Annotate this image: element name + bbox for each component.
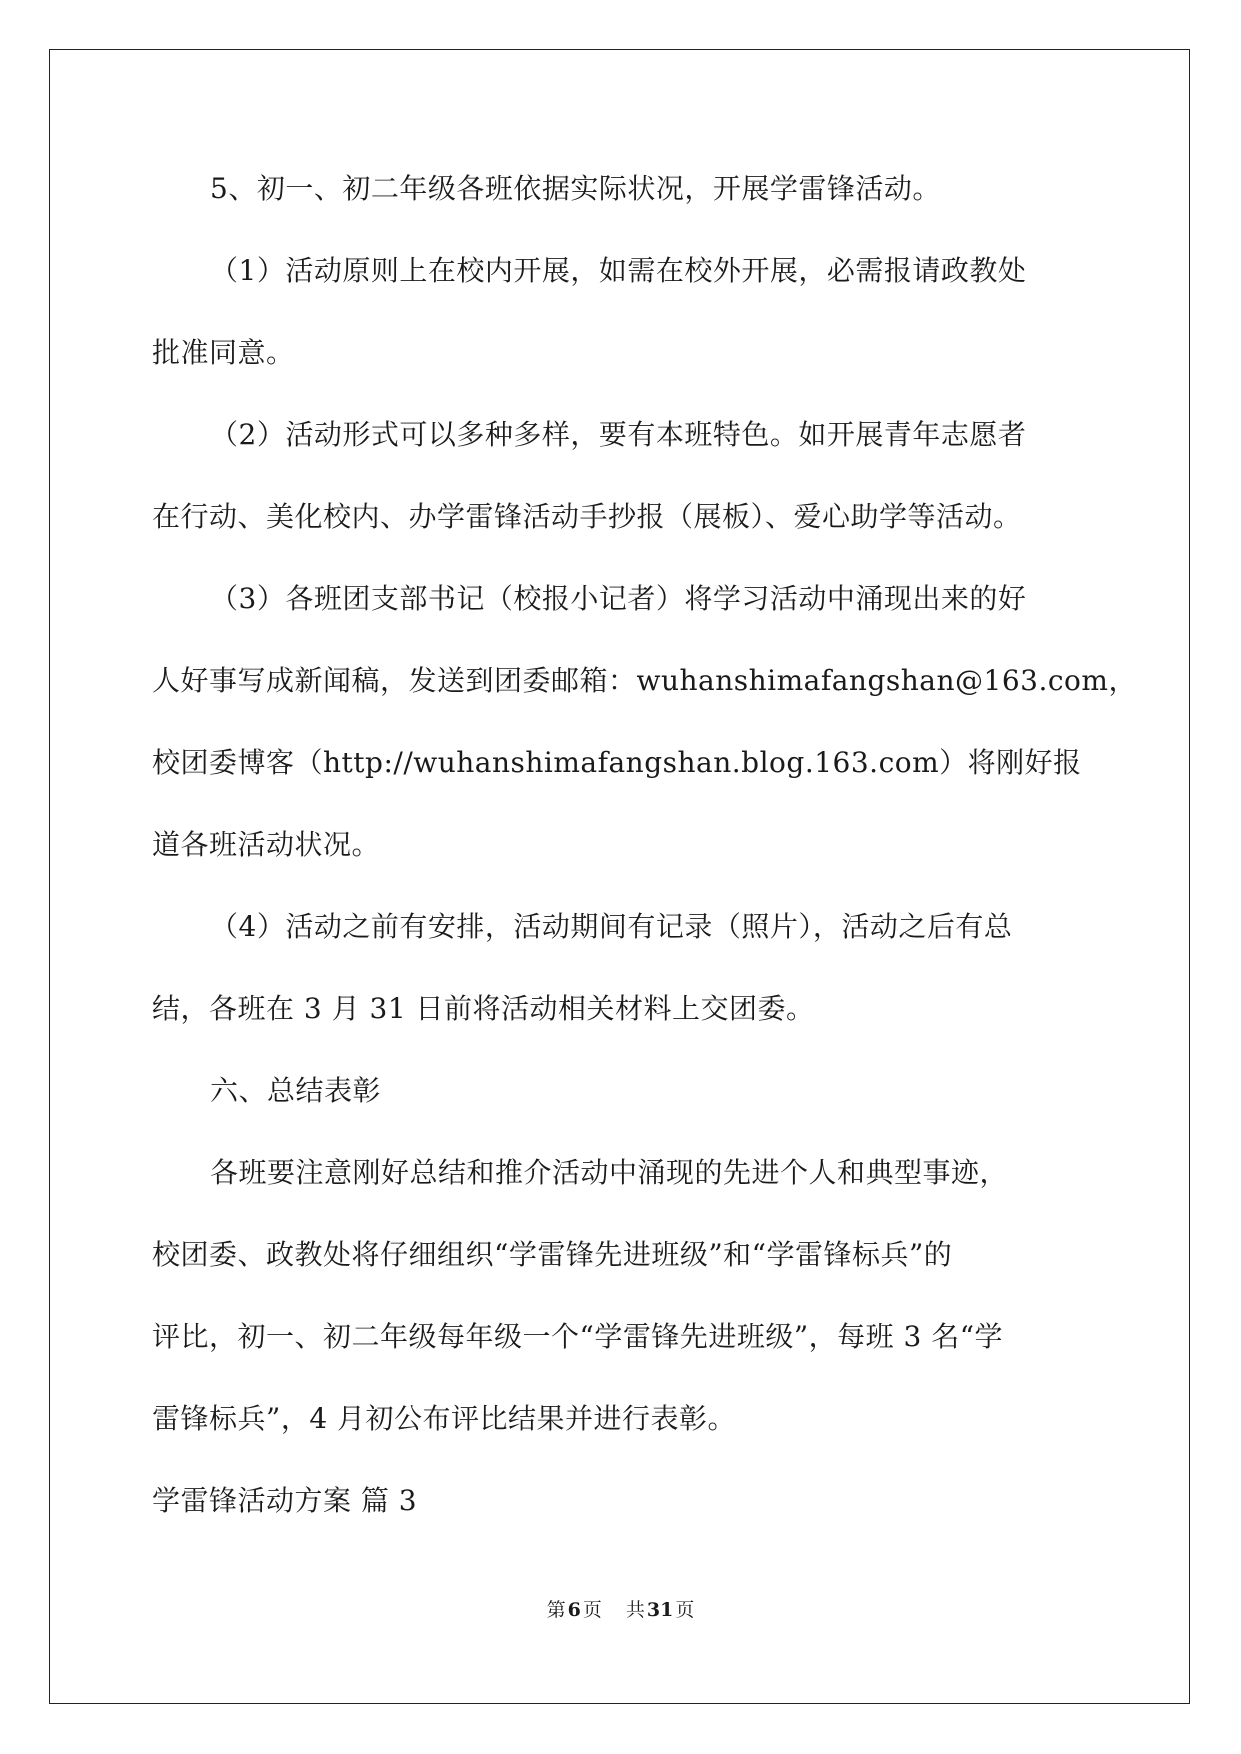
footer-page-suffix: 页 [582,1599,602,1621]
paragraph-line: 校团委博客（http://wuhanshimafangshan.blog.163.com）将刚好报 [152,746,1082,779]
paragraph-line: 各班要注意刚好总结和推介活动中涌现的先进个人和典型事迹， [210,1156,1009,1189]
paragraph-line: 在行动、美化校内、办学雷锋活动手抄报（展板）、爱心助学等活动。 [152,500,1022,533]
footer-total-prefix: 共 [625,1599,645,1621]
paragraph-line: （1）活动原则上在校内开展，如需在校外开展，必需报请政教处 [210,254,1027,287]
paragraph-line: 评比，初一、初二年级每年级一个“学雷锋先进班级”，每班 3 名“学 [152,1320,1004,1353]
paragraph-line: （2）活动形式可以多种多样，要有本班特色。如开展青年志愿者 [210,418,1027,451]
footer-page-number: 6 [567,1599,581,1621]
section-heading: 六、总结表彰 [210,1074,382,1107]
page-frame [49,49,1190,1704]
footer-total-pages: 31 [646,1599,674,1621]
article-heading: 学雷锋活动方案 篇 3 [152,1484,418,1517]
footer-prefix: 第 [546,1599,566,1621]
paragraph-line: 批准同意。 [152,336,295,369]
paragraph-line: （4）活动之前有安排，活动期间有记录（照片），活动之后有总 [210,910,1013,943]
paragraph-line: 雷锋标兵”，4 月初公布评比结果并进行表彰。 [152,1402,737,1435]
paragraph-line: 人好事写成新闻稿，发送到团委邮箱：wuhanshimafangshan@163.com， [152,664,1137,697]
paragraph-line: （3）各班团支部书记（校报小记者）将学习活动中涌现出来的好 [210,582,1027,615]
page-footer [0,1598,1241,1622]
footer-total-suffix: 页 [675,1599,695,1621]
paragraph-line: 5、初一、初二年级各班依据实际状况，开展学雷锋活动。 [210,172,941,205]
paragraph-line: 结，各班在 3 月 31 日前将活动相关材料上交团委。 [152,992,815,1025]
paragraph-line: 道各班活动状况。 [152,828,381,861]
paragraph-line: 校团委、政教处将仔细组织“学雷锋先进班级”和“学雷锋标兵”的 [152,1238,953,1271]
